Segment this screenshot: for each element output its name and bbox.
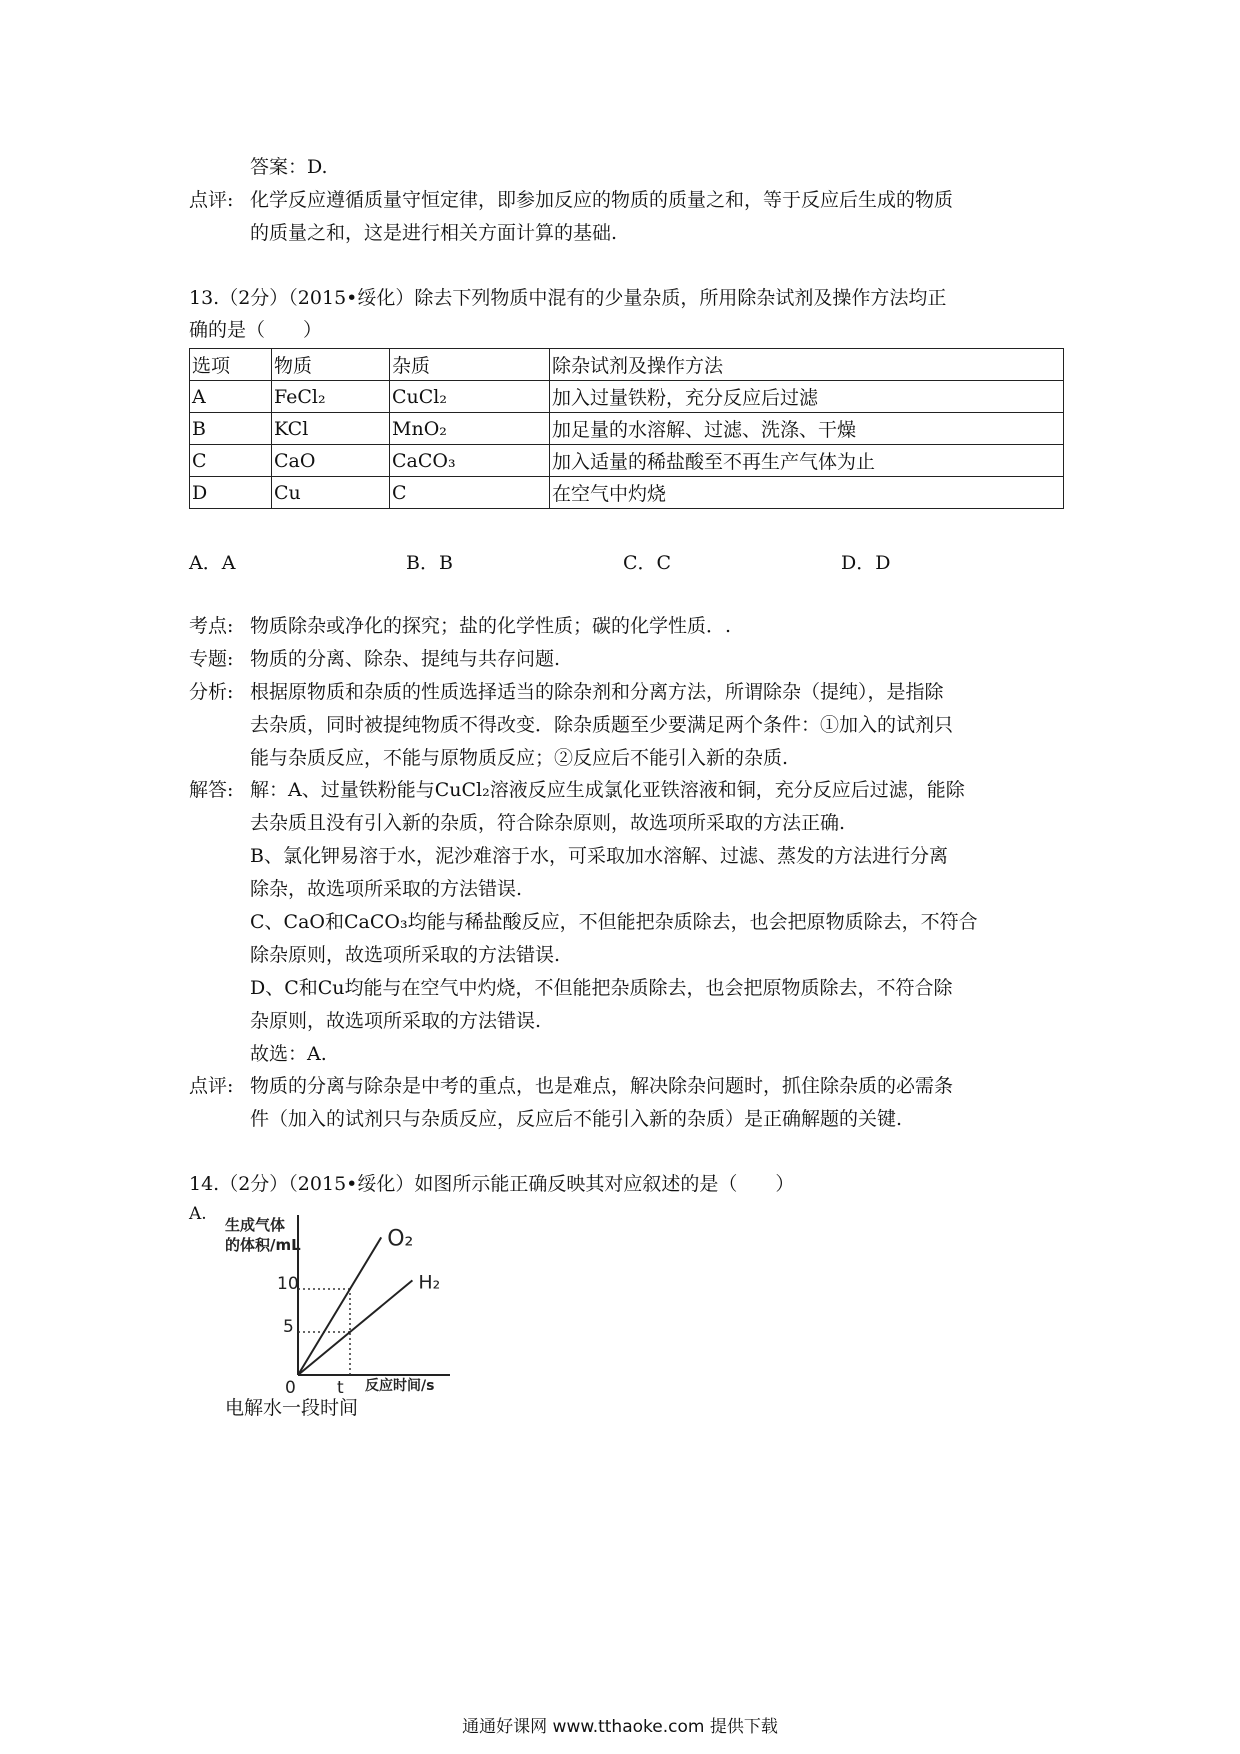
choice-c[interactable]: C．C [623,552,672,574]
table-row [190,477,1064,509]
table-header-cell: 除杂试剂及操作方法 [550,349,1064,381]
choice-d[interactable]: D．D [841,552,891,574]
table-header-cell: 物质 [272,349,390,381]
table-cell: A [190,381,272,413]
dianping-label: 点评: [189,1075,234,1097]
q13-stem-line-2: 确的是（ ） [189,319,323,341]
table-cell: MnO₂ [390,413,550,445]
jieda-line-5: C、CaO和CaCO₃均能与稀盐酸反应，不但能把杂质除去，也会把原物质除去，不符合 [250,911,978,933]
table-cell: 加入过量铁粉，充分反应后过滤 [550,381,1064,413]
series-line-o2 [298,1237,381,1375]
chart-xlabel: 反应时间/s [365,1378,435,1394]
table-cell: FeCl₂ [272,381,390,413]
series-line-h2 [298,1280,412,1375]
dianping-line-1: 物质的分离与除杂是中考的重点，也是难点，解决除杂问题时，抓住除杂质的必需条 [250,1075,954,1097]
zhuanti-label: 专题: [189,648,234,670]
table-cell: 加足量的水溶解、过滤、洗涤、干燥 [550,413,1064,445]
chart-origin-label: 0 [285,1378,296,1395]
jieda-line-8: 杂原则，故选项所采取的方法错误. [250,1010,542,1032]
jieda-line-6: 除杂原则，故选项所采取的方法错误. [250,944,561,966]
q14-option-a-label[interactable]: A. [189,1204,207,1224]
chart-ylabel-line1: 生成气体 [225,1216,286,1234]
fenxi-line-1: 根据原物质和杂质的性质选择适当的除杂剂和分离方法，所谓除杂（提纯），是指除 [250,681,944,703]
comment-label: 点评: [189,189,234,211]
jieda-line-4: 除杂，故选项所采取的方法错误. [250,878,523,900]
choice-b[interactable]: B．B [406,552,453,574]
table-row [190,413,1064,445]
jieda-line-7: D、C和Cu均能与在空气中灼烧，不但能把杂质除去，也会把原物质除去，不符合除 [250,977,953,999]
jieda-line-2: 去杂质且没有引入新的杂质，符合除杂原则，故选项所采取的方法正确. [250,812,846,834]
q14-option-a-caption: 电解水一段时间 [225,1397,359,1419]
table-cell: Cu [272,477,390,509]
table-cell: KCl [272,413,390,445]
table-cell: C [390,477,550,509]
q14-chart [215,1210,455,1395]
table-row [190,445,1064,477]
series-label-h2: H₂ [418,1271,441,1294]
page-footer: 通通好课网 www.tthaoke.com 提供下载 [462,1717,778,1737]
fenxi-line-2: 去杂质，同时被提纯物质不得改变．除杂质题至少要满足两个条件：①加入的试剂只 [250,714,954,736]
jieda-label: 解答: [189,779,234,801]
chart-ylabel-line2: 的体积/mL [225,1236,301,1254]
chart-ytick-10: 10 [277,1274,299,1294]
q13-stem-line-1: 13.（2分）（2015•绥化）除去下列物质中混有的少量杂质，所用除杂试剂及操作方法均正 [189,287,947,309]
table-header-cell: 杂质 [390,349,550,381]
kaodian-label: 考点: [189,615,234,637]
q13-options-table [189,348,1064,509]
dianping-line-2: 件（加入的试剂只与杂质反应，反应后不能引入新的杂质）是正确解题的关键. [250,1108,903,1130]
chart-xtick-t: t [337,1378,344,1395]
chart-ytick-5: 5 [283,1317,294,1337]
series-label-o2: O₂ [387,1226,414,1252]
kaodian-text: 物质除杂或净化的探究；盐的化学性质；碳的化学性质．. [250,615,732,637]
table-cell: B [190,413,272,445]
zhuanti-text: 物质的分离、除杂、提纯与共存问题. [250,648,561,670]
table-cell: CaO [272,445,390,477]
choice-a[interactable]: A．A [189,552,236,574]
jieda-line-3: B、氯化钾易溶于水，泥沙难溶于水，可采取加水溶解、过滤、蒸发的方法进行分离 [250,845,948,867]
q14-stem: 14.（2分）（2015•绥化）如图所示能正确反映其对应叙述的是（ ） [189,1173,795,1195]
table-cell: D [190,477,272,509]
table-cell: C [190,445,272,477]
jieda-line-9: 故选：A. [250,1043,327,1065]
table-cell: 加入适量的稀盐酸至不再生产气体为止 [550,445,1064,477]
table-row [190,381,1064,413]
answer-line: 答案：D. [250,156,328,178]
jieda-line-1: 解：A、过量铁粉能与CuCl₂溶液反应生成氯化亚铁溶液和铜，充分反应后过滤，能除 [250,779,965,801]
comment-line-1: 化学反应遵循质量守恒定律，即参加反应的物质的质量之和，等于反应后生成的物质 [250,189,954,211]
table-header-row [190,349,1064,381]
table-cell: 在空气中灼烧 [550,477,1064,509]
fenxi-label: 分析: [189,681,234,703]
comment-line-2: 的质量之和，这是进行相关方面计算的基础. [250,222,618,244]
table-cell: CaCO₃ [390,445,550,477]
table-cell: CuCl₂ [390,381,550,413]
table-header-cell: 选项 [190,349,272,381]
fenxi-line-3: 能与杂质反应，不能与原物质反应；②反应后不能引入新的杂质. [250,747,789,769]
